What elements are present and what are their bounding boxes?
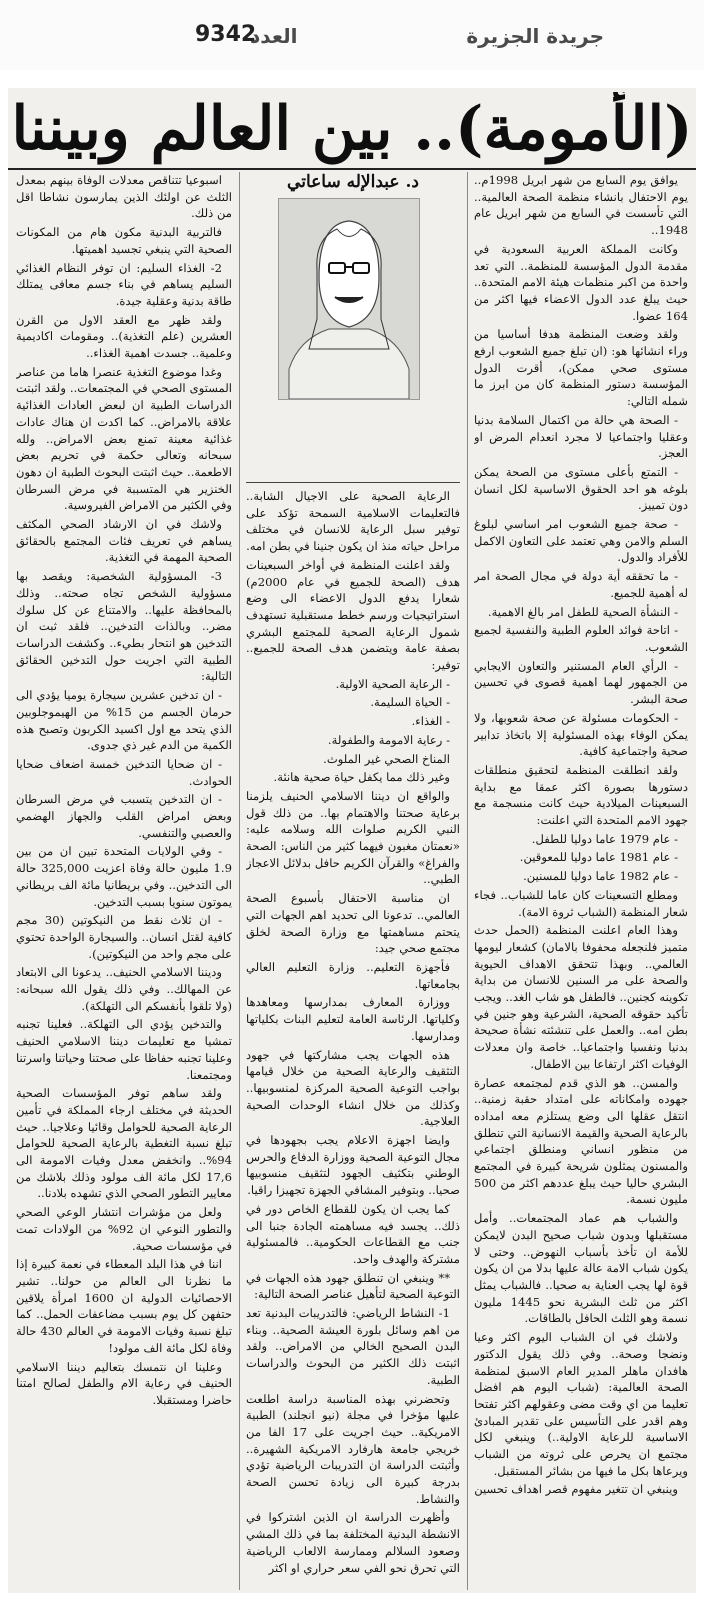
article-paragraph: 1- النشاط الرياضي: فالتدريبات البدنية تعد من اهم وسائل بلورة العيشة الصحية.. وبناء البدن الصحيح الخالي من الامراض.. ولقد اثبتت ذلك الكثير من البحوث والدراسات الطبية. bbox=[246, 1306, 460, 1387]
newspaper-name: جريدة الجزيرة bbox=[466, 24, 604, 48]
article-paragraph: - وفي الولايات المتحدة تبين ان من بين 1.9 مليون حالة وفاة اعزيت 325,000 حالة الى التدخين.. وفي بريطانيا مائة الف بريطاني يموتون سنويا بسبب التدخين. bbox=[16, 844, 232, 909]
article-paragraph: وغدا موضوع التغذية عنصرا هاما من عناصر المستوى الصحي في المجتمعات.. ولقد اثبتت الدراسات الطبية ان لبعض العادات الغذائية علاقة بالامراض.. كما اكدت ان هناك عادات غذائية معينة تمنع بعض الامراض.. ولله سبحانه وتعالى حكمة في تحريم بعض الاطعمة.. حيث اثبتت البحوث الطبية ان دهون الخنزير هي المتسببة في مرض السرطان وفي الكثير من الامراض الفيروسية. bbox=[16, 364, 232, 513]
article-paragraph: فالتربية البدنية مكون هام من المكونات الصحية التي ينبغي تجسيد اهميتها. bbox=[16, 225, 232, 256]
article-paragraph: كما يجب ان يكون للقطاع الخاص دور في ذلك.. يجسد فيه مساهمته الجادة جنبا الى جنب مع القطاعات الحكومية.. فالمسئولية مشتركة والهدف واحد. bbox=[246, 1201, 460, 1266]
article-paragraph: - صحة جميع الشعوب امر اساسي لبلوغ السلم والامن وهي تعتمد على التعاون الاكمل للأفراد والدول. bbox=[474, 517, 688, 565]
article-paragraph: ولقد ساهم توفر المؤسسات الصحية الحديثة في مختلف ارجاء المملكة في تأمين الرعاية الصحية للحوامل وقائيا وعلاجيا.. حيث تبلغ نسبة التغطية بالرعاية الصحية للحوامل 94%.. وانخفض معدل وفيات الامومة الى 17,6 لكل مائة الف مولود وذلك بلاشك من معايير التطور الصحي الذي تشهده بلادنا.. bbox=[16, 1086, 232, 1201]
issue-number: 9342 bbox=[195, 22, 257, 47]
article-paragraph: والتدخين يؤدي الى التهلكة.. فعلينا تجنبه تمشيا مع تعليمات ديننا الاسلامي الحنيف وعلينا تجنبه حفاظا على صحتنا وحياتنا واسرتنا ومجتمعنا. bbox=[16, 1017, 232, 1082]
article-paragraph: ** وينبغي ان تنطلق جهود هذه الجهات في التوعية الصحية لتأهيل عناصر الصحة التالية: bbox=[246, 1270, 460, 1302]
article-paragraph: فأجهزة التعليم.. وزارة التعليم العالي بجامعاتها. bbox=[246, 959, 460, 991]
author-portrait-image bbox=[279, 199, 419, 399]
article-column-right bbox=[474, 172, 688, 1592]
article-paragraph: - النشأة الصحية للطفل امر بالغ الاهمية. bbox=[487, 604, 678, 619]
column-separator bbox=[467, 172, 468, 1590]
author-photo bbox=[278, 198, 420, 400]
article-paragraph: ولقد انطلقت المنظمة لتحقيق منطلقات دستورها بصورة اكثر عمقا مع بداية السبعينات الميلادية حيث كانت منسجمة مع جهود الامم المتحدة التي اعلنت: bbox=[474, 762, 688, 828]
article-paragraph: - الغذاء. bbox=[411, 714, 450, 729]
article-paragraph: وايضا اجهزة الاعلام يجب بجهودها في مجال التوعية الصحية ووزارة الدفاع والحرس الوطني بتكثيف الجهود لتثقيف منسوبيها صحيا.. وبتوفير المشافي الجهزة تجهيزا راقيا. bbox=[246, 1133, 460, 1198]
article-paragraph: - الصحة هي حالة من اكتمال السلامة بدنيا وعقليا واجتماعيا لا مجرد انعدام المرض او العجز. bbox=[474, 412, 688, 461]
article-column-middle bbox=[246, 488, 460, 1592]
article-paragraph: - عام 1981 عاما دوليا للمعوقين. bbox=[519, 850, 678, 865]
article-paragraph: - ان تدخين عشرين سيجارة يوميا يؤدي الى حرمان الجسم من 15% من الهيموجلوبين الذي يتحد مع اول اكسيد الكربون وتصبح هذه الكمية من الدم غير ذي جدوى. bbox=[16, 688, 232, 753]
article-paragraph: 2- الغذاء السليم: ان توفر النظام الغذائي السليم يساهم في بناء جسم معافى يمتلك طاقة بدنية وعقلية جيدة. bbox=[16, 260, 232, 308]
headline-rule bbox=[8, 168, 696, 170]
article-paragraph: - الحياة السليمة. bbox=[370, 695, 450, 710]
article-paragraph: ومطلع التسعينات كان عاما للشباب.. فجاء شعار المنظمة (الشباب ثروة الامة). bbox=[474, 887, 688, 919]
column-separator bbox=[239, 172, 240, 1590]
article-paragraph: والشباب هم عماد المجتمعات.. وأمل مستقبلها وبدون شباب صحيح البدن لايمكن للأمة ان تأخذ بأسباب النهوض.. وحتى لا يكون شباب الامة عالة عليها بدلا من ان يكون قوة لها يجب العناية به صحيا.. فالشباب يمثل اكثر من ثلث البشرية نحو 1445 مليون نسمة وهو الثلث الحافل بالطاقات. bbox=[474, 1211, 688, 1326]
article-paragraph: - ما تحققه أية دولة في مجال الصحة امر له أهمية للجميع. bbox=[474, 569, 688, 600]
article-paragraph: وكانت المملكة العربية السعودية في مقدمة الدول المؤسسة للمنظمة.. التي تعد واحدة من اكبر منظمات هيئة الامم المتحدة.. حيث يبلغ عدد الدول الاعضاء فيها اكثر من 164 عضوا. bbox=[474, 241, 688, 323]
article-paragraph: - عام 1982 عاما دوليا للمسنين. bbox=[523, 869, 678, 884]
article-paragraph: يوافق يوم السابع من شهر ابريل 1998م.. يوم الاحتفال بانشاء منظمة الصحة العالمية.. التي تأسست في السابع من شهر ابريل عام 1948.. bbox=[474, 173, 688, 238]
article-paragraph: ولقد اعلنت المنظمة في أواخر السبعينات هدف (الصحة للجميع في عام 2000م) شعارا يدفع الدول الاعضاء الى وضع استراتيجيات ورسم خطط مستقبلية تستهدف شمول الرعاية الصحية للمجتمع البشري بصفة عامة ويتضمن هدف الصحة للجميع.. توفير: bbox=[246, 557, 460, 673]
article-paragraph: ولعل من مؤشرات انتشار الوعي الصحي والتطور النوعي ان 92% من الولادات تمت في مؤسسات صحية. bbox=[16, 1205, 232, 1253]
issue-label: العدد bbox=[250, 24, 298, 48]
article-paragraph: ولقد وضعت المنظمة هدفا أساسيا من وراء انشائها هو: (ان تبلغ جميع الشعوب ارفع مستوى صحي ممكن)، أقرت الدول المؤسسة دستور المنظمة كان من ابرز ما شمله التالي: bbox=[474, 327, 688, 409]
article-paragraph: - ان التدخين يتسبب في مرض السرطان وبعض امراض القلب والجهاز الهضمي والعصبي والتنفسي. bbox=[16, 792, 232, 840]
article-paragraph: وديننا الاسلامي الحنيف.. يدعونا الى الابتعاد عن المهالك.. وفي ذلك يقول الله سبحانه: (ولا تلقوا بأنفسكم الى التهلكة). bbox=[16, 965, 232, 1013]
article-paragraph: وغير ذلك مما يكفل حياة صحية هانئة. bbox=[273, 770, 450, 785]
article-paragraph: وتحضرني بهذه المناسبة دراسة اطلعت عليها مؤخرا في مجلة (نيو انجلند) الطبية الامريكية.. حيث اجريت على 17 الفا من خريجي جامعة هارفارد الامريكية الشهيرة.. وأثبتت الدراسة ان التدريبات الرياضية تؤدي بدرجة كبيرة الى زيادة تحسن الصحة والنشاط. bbox=[246, 1391, 460, 1506]
article-paragraph: هذه الجهات يجب مشاركتها في جهود التثقيف والرعاية الصحية من خلال قيامها بواجب التوعية الصحية المركزة لمنسوبيها.. وكذلك من خلال انشاء الوحدات الصحية العلاجية. bbox=[246, 1047, 460, 1129]
article-paragraph: - اتاحة فوائد العلوم الطبية والنفسية لجميع الشعوب. bbox=[474, 623, 688, 654]
article-clipping bbox=[8, 88, 696, 1593]
article-paragraph: ووزارة المعارف بمدارسها ومعاهدها وكلياتها. الرئاسة العامة لتعليم البنات بكلياتها ومدارسها. bbox=[246, 995, 460, 1043]
article-paragraph: والمسن.. هو الذي قدم لمجتمعه عصارة جهوده وامكاناته على امتداد حقبة زمنية.. انتقل عقلها الى وضع يستلزم معه امداده بالرعاية الصحية والقيمة الانسانية التي تنطلق من منظور انساني ومنطلق اجتماعي والمسنون يمثلون شريحة كبيرة في المجتمع البشري حاليا حيث يبلغ عددهم اكثر من 500 مليون نسمة. bbox=[474, 1075, 688, 1207]
article-paragraph: وأظهرت الدراسة ان الذين اشتركوا في الانشطة البدنية المختلفة بما في ذلك المشي وصعود السلالم وممارسة الالعاب الرياضية التي تحرق نحو الفي سعر حراري او اكثر bbox=[246, 1510, 460, 1575]
article-paragraph: - ان ضحايا التدخين خمسة اضعاف ضحايا الحوادث. bbox=[16, 756, 232, 788]
article-paragraph: وهذا العام اعلنت المنظمة (الحمل حدث متميز فلنجعله محفوفا بالامان) كشعار ليومها العالمي.. وبهذا تتحقق الاهداف الحيوية والصحة على مر السنين للانسان من بداية تكوينه كجنين.. فالطفل هو شاب الغد.. ويجب تأكيد حقوقه الصحية، الشرعية وهو جنين في بطن امه.. والعمل على تنشئته نشأة صحيحة بدنيا ونفسيا واجتماعيا.. خاصة وان معدلات الوفيات اكثر ارتفاعا بين الاطفال. bbox=[474, 923, 688, 1071]
article-paragraph: اسبوعيا تتناقص معدلات الوفاة بينهم بمعدل الثلث عن اولئك الذين يمارسون نشاطا اقل من ذلك. bbox=[16, 173, 232, 221]
article-paragraph: - ان ثلاث نقط من النيكوتين (30 مجم كافية لقتل انسان.. والسيجارة الواحدة تحتوي على مجم واحد من النيكوتين). bbox=[16, 913, 232, 961]
article-paragraph: ولاشك في ان الشباب اليوم اكثر وعيا ونضجا وصحة.. وفي ذلك يقول الدكتور هافدان ماهلر المدير العام الاسبق لمنظمة الصحة العالمية: (شباب اليوم هم افضل تعليما من اي وقت مضى وعقولهم اكثر تفتحا وهم اقدر على التأسيس على تقدير المبادئ الاساسية للرعاية الاولية..) وينبغي لكل مجتمع ان يحرص على ثروته من الشباب ويرعاها بكل ما فيها من بشائر المستقبل. bbox=[474, 1330, 688, 1478]
article-paragraph: 3- المسؤولية الشخصية: ويقصد بها مسؤولية الشخص تجاه صحته.. وذلك بالمحافظة عليها.. والامتناع عن كل سلوك مضر.. وبالذات التدخين.. فلقد ثبت ان التدخين هو انتحار بطيء.. وكشفت الدراسات الطبية التي اجريت حول التدخين الحقائق التالية: bbox=[16, 569, 232, 684]
article-paragraph: - الرأي العام المستنير والتعاون الايجابي من الجمهور لهما اهمية قصوى في تحسين صحة البشر. bbox=[474, 658, 688, 707]
author-byline: د. عبدالإله ساعاتي bbox=[287, 172, 419, 192]
article-paragraph: وينبغي ان تتغير مفهوم قصر اهداف تحسين bbox=[474, 1482, 678, 1497]
article-paragraph: المناخ الصحي غير الملوث. bbox=[323, 751, 450, 766]
article-paragraph: - الرعاية الصحية الاولية. bbox=[335, 676, 450, 691]
article-paragraph: الرعاية الصحية على الاجيال الشابة.. فالتعليمات الاسلامية السمحة تؤكد على توفير سبل الرعاية للانسان في مختلف مراحل حياته منذ ان يكون جنينا في بطن امه. bbox=[246, 489, 460, 554]
article-column-left bbox=[16, 172, 232, 1592]
article-paragraph: - التمتع بأعلى مستوى من الصحة يمكن بلوغه هو احد الحقوق الاساسية لكل انسان دون تمييز. bbox=[474, 464, 688, 513]
article-paragraph: ان مناسبة الاحتفال بأسبوع الصحة العالمي.. تدعونا الى تحديد اهم الجهات التي يتحتم مساهمتها مع وزارة الصحة لخلق مجتمع صحي جيد: bbox=[246, 891, 460, 956]
article-paragraph: ولاشك في ان الارشاد الصحي المكثف يساهم في تعريف فئات المجتمع بالحقائق الصحية المهمة في التغذية. bbox=[16, 517, 232, 565]
article-paragraph: - الحكومات مسئولة عن صحة شعوبها، ولا يمكن الوفاء بهذه المسئولية إلا باتخاذ تدابير صحية واجتماعية كافية. bbox=[474, 710, 688, 759]
article-paragraph: اننا في هذا البلد المعطاء في نعمة كبيرة إذا ما نظرنا الى العالم من حولنا.. تشير الاحصائيات الدولية ان 1600 امرأة يلاقين حتفهن كل يوم بسبب مضاعفات الحمل.. كما تبلغ نسبة وفيات الامومة في العالم 430 حالة وفاة لكل مائة الف مولود! bbox=[16, 1257, 232, 1355]
newspaper-header bbox=[0, 0, 704, 70]
article-paragraph: - عام 1979 عاما دوليا للطفل. bbox=[531, 831, 678, 846]
photo-rule bbox=[246, 482, 460, 483]
article-paragraph: - رعاية الامومة والطفولة. bbox=[327, 732, 450, 747]
article-paragraph: ولقد ظهر مع العقد الاول من القرن العشرين (علم التغذية).. ومقومات اكاديمية وعلمية.. جسدت اهمية الغذاء.. bbox=[16, 312, 232, 361]
article-paragraph: وعلينا ان نتمسك بتعاليم ديننا الاسلامي الحنيف في رعاية الام والطفل لصالح امتنا حاضرا ومستقبلا. bbox=[16, 1359, 232, 1407]
article-headline: (الأمومة).. بين العالم وبيننا bbox=[11, 94, 693, 164]
article-paragraph: والواقع ان ديننا الاسلامي الحنيف يلزمنا برعاية صحتنا والاهتمام بها.. من ذلك قول النبي الكريم صلوات الله وسلامه عليه: «نعمتان مغبون فيهما كثير من الناس: الصحة والفراغ» والقرآن الكريم حافل بدلائل الاعجاز الطبي.. bbox=[246, 788, 460, 887]
